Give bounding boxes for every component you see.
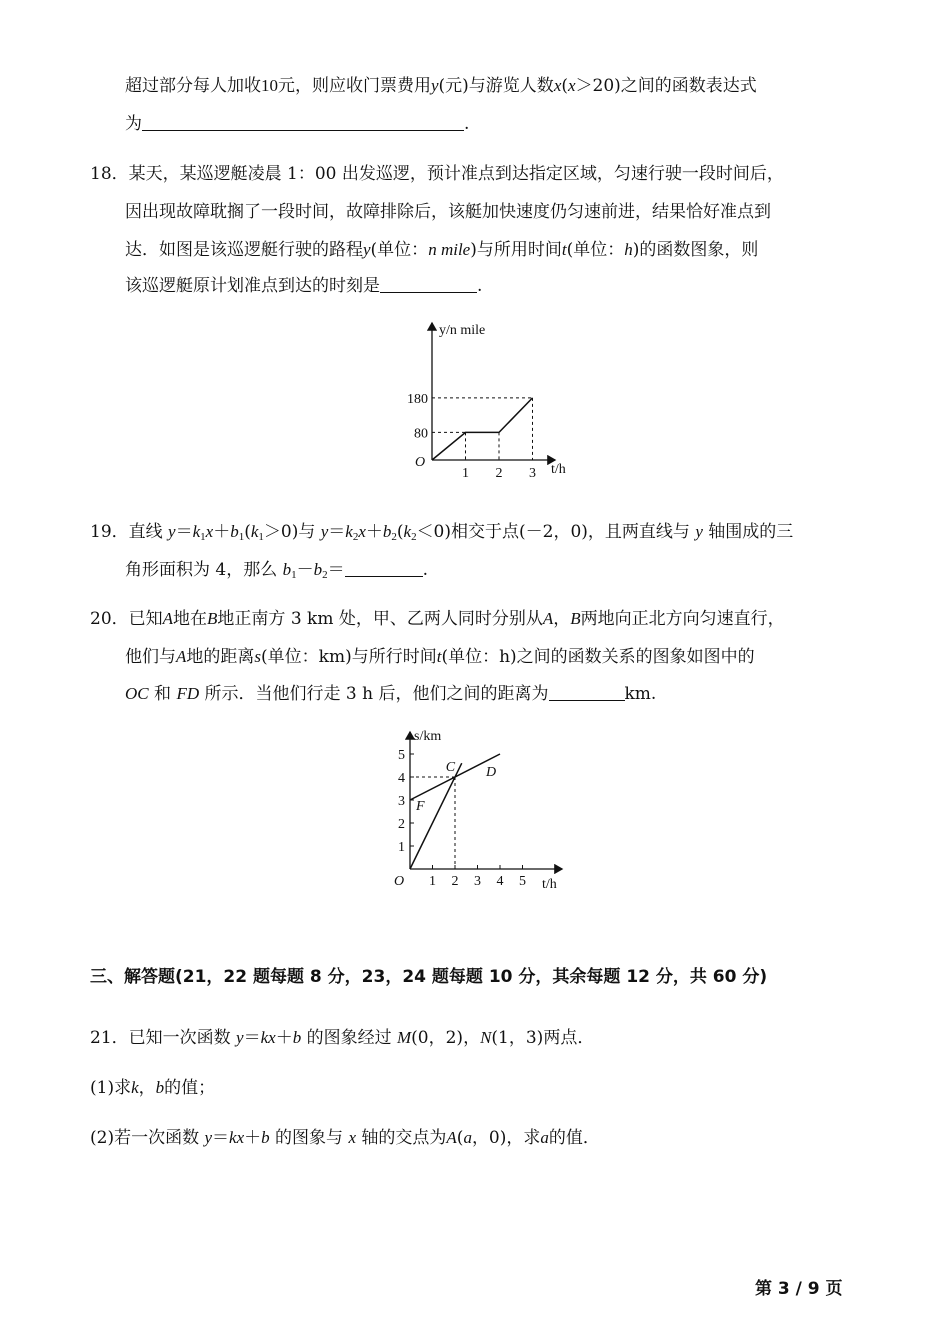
var: FD xyxy=(176,684,200,703)
y-axis-label: s/km xyxy=(414,729,442,744)
var: y xyxy=(431,76,439,95)
var: A xyxy=(162,609,174,628)
section-title: 三、解答题(21，22 题每题 8 分，23，24 题每题 10 分，其余每题 12 分，共 60 分) xyxy=(90,967,768,987)
text: ＞0)与 xyxy=(263,522,316,542)
unit: n mile xyxy=(428,240,471,259)
var: x xyxy=(553,76,562,95)
text: 某天，某巡逻艇凌晨 1：00 出发巡逻，预计准点到达指定区域，匀速行驶一段时间后， xyxy=(128,164,784,184)
var: a xyxy=(540,1128,549,1147)
var: y xyxy=(363,240,371,259)
var: t xyxy=(436,647,442,666)
series-line-oc xyxy=(410,763,462,869)
text: ， xyxy=(138,1078,156,1098)
text: 10 xyxy=(261,76,278,95)
point-label-f: F xyxy=(416,799,425,814)
origin-label: O xyxy=(394,874,405,889)
text: 该巡逻艇原计划准点到达的时刻是 xyxy=(125,276,380,296)
text: 地的距离 xyxy=(186,647,255,667)
q18-line3 xyxy=(125,238,758,262)
text: (1，3)两点． xyxy=(491,1028,595,1048)
question-number: 21． xyxy=(90,1028,129,1048)
x-tick-label: 3 xyxy=(529,466,536,481)
text: (单位：km)与所行时间 xyxy=(261,647,437,667)
page-number: 第 3 / 9 页 xyxy=(755,1279,843,1299)
q17-line2 xyxy=(125,112,469,136)
origin-label: O xyxy=(415,455,426,470)
x-tick-label: 1 xyxy=(462,466,469,481)
q20-line2 xyxy=(125,645,755,669)
text: (0，2)， xyxy=(411,1028,481,1048)
text: ( xyxy=(456,1128,464,1148)
x-tick-label: 5 xyxy=(519,874,526,889)
text: 地在 xyxy=(173,609,208,629)
q19-line1: 19．直线 $y=k_1x+b_1(k_1>0)$与 $y=k_2x+b_2(k_2<0)$相交于点(－2，0)，且两直线与 y 轴围成的三 xyxy=(90,522,794,543)
y-tick-label: 5 xyxy=(398,748,405,763)
text: 他们与 xyxy=(125,647,176,667)
q20-line3 xyxy=(125,682,656,706)
var: x xyxy=(568,76,576,95)
text: 的值； xyxy=(164,1078,216,1098)
x-axis-label: t/h xyxy=(551,462,566,477)
series-line xyxy=(432,398,533,460)
var: N xyxy=(480,1028,492,1047)
var: B xyxy=(207,609,218,628)
text: . xyxy=(422,560,429,580)
var: A xyxy=(446,1128,457,1147)
y-tick-label: 3 xyxy=(398,794,405,809)
text: )的函数图象，则 xyxy=(632,240,759,260)
text: ＝ xyxy=(327,560,345,580)
q21-line1: 21．已知一次函数 y＝kx＋b 的图象经过 M(0，2)，N(1，3)两点． xyxy=(90,1028,595,1048)
text: . xyxy=(477,276,483,296)
text: ，0)，求 xyxy=(471,1128,541,1148)
var: B xyxy=(570,609,581,628)
text: 元，则应收门票费用 xyxy=(278,76,431,96)
text: 所示．当他们行走 3 h 后，他们之间的距离为 xyxy=(204,684,549,704)
y-tick-label: 2 xyxy=(398,817,405,832)
point-label-d: D xyxy=(486,765,497,780)
q18-line1 xyxy=(90,162,784,186)
x-tick-label: 1 xyxy=(429,874,436,889)
text: 因出现故障耽搁了一段时间，故障排除后，该艇加快速度仍匀速前进，结果恰好准点到 xyxy=(125,202,771,222)
text: 的值． xyxy=(548,1128,600,1148)
y-tick-label: 80 xyxy=(414,426,428,442)
var: k xyxy=(131,1078,139,1097)
text: (单位： xyxy=(370,240,429,260)
text: ＜0)相交于点(－2，0)，且两直线与 xyxy=(416,522,690,542)
text: 两地向正北方向匀速直行， xyxy=(580,609,785,629)
question-number: 19． xyxy=(90,522,129,542)
answer-blank xyxy=(380,274,477,293)
text: 为 xyxy=(125,114,142,134)
q17-line1 xyxy=(125,74,757,98)
x-tick-label: 3 xyxy=(474,874,481,889)
unit: h xyxy=(624,240,633,259)
var: b xyxy=(155,1078,165,1097)
text: ， xyxy=(553,609,571,629)
text: 角形面积为 4，那么 xyxy=(125,560,278,580)
var: M xyxy=(397,1028,412,1047)
q21-part2: (2)若一次函数 y＝kx＋b 的图象与 x 轴的交点为A(a，0)，求a的值． xyxy=(90,1128,600,1148)
text: 已知 xyxy=(128,609,163,629)
text: ( xyxy=(561,76,568,96)
q21-part1 xyxy=(90,1076,215,1100)
text: )与所用时间 xyxy=(470,240,562,260)
q18-line2 xyxy=(125,200,771,224)
text: (1)求 xyxy=(90,1078,132,1098)
var: a xyxy=(463,1128,472,1147)
question-number: 20． xyxy=(90,609,129,629)
x-tick-label: 2 xyxy=(495,466,503,481)
var: A xyxy=(542,609,554,628)
text: . xyxy=(464,114,470,134)
question-number: 18． xyxy=(90,164,129,184)
text: 轴的交点为 xyxy=(361,1128,447,1148)
chart-18 xyxy=(395,315,595,485)
y-tick-label: 180 xyxy=(407,391,428,407)
q19-line2: 角形面积为 4，那么 $b_1-b_2=$ . xyxy=(125,560,429,581)
answer-blank xyxy=(549,682,625,701)
text: 达．如图是该巡逻艇行驶的路程 xyxy=(125,240,363,260)
text: 已知一次函数 xyxy=(128,1028,231,1048)
y-tick-label: 1 xyxy=(398,840,405,855)
x-tick-label: 2 xyxy=(451,874,459,889)
x-tick-label: 4 xyxy=(496,874,504,889)
q18-line4 xyxy=(125,274,482,298)
text: (单位： xyxy=(566,240,625,260)
var: A xyxy=(176,647,187,666)
answer-blank xyxy=(142,112,464,131)
answer-blank xyxy=(345,558,423,577)
var: s xyxy=(254,647,262,666)
var: OC xyxy=(125,684,149,703)
x-axis-label: t/h xyxy=(542,877,557,892)
var: t xyxy=(561,240,567,259)
text: (元)与游览人数 xyxy=(438,76,554,96)
text: 的图象与 xyxy=(275,1128,344,1148)
point-label-c: C xyxy=(445,760,456,776)
text: (单位：h)之间的函数关系的图象如图中的 xyxy=(441,647,755,667)
y-axis-label: y/n mile xyxy=(439,323,486,338)
text: 超过部分每人加收 xyxy=(125,76,261,96)
text: ＞20)之间的函数表达式 xyxy=(575,76,757,96)
q20-line1 xyxy=(90,607,785,631)
chart-20 xyxy=(380,722,580,897)
var: x xyxy=(348,1128,356,1147)
text: 地正南方 3 km 处，甲、乙两人同时分别从 xyxy=(217,609,543,629)
text: 的图象经过 xyxy=(306,1028,392,1048)
text: 轴围成的三 xyxy=(708,522,794,542)
text: (2)若一次函数 xyxy=(90,1128,200,1148)
text: km. xyxy=(624,684,657,704)
text: 和 xyxy=(154,684,172,704)
y-tick-label: 4 xyxy=(398,771,405,786)
text: 直线 xyxy=(128,522,163,542)
